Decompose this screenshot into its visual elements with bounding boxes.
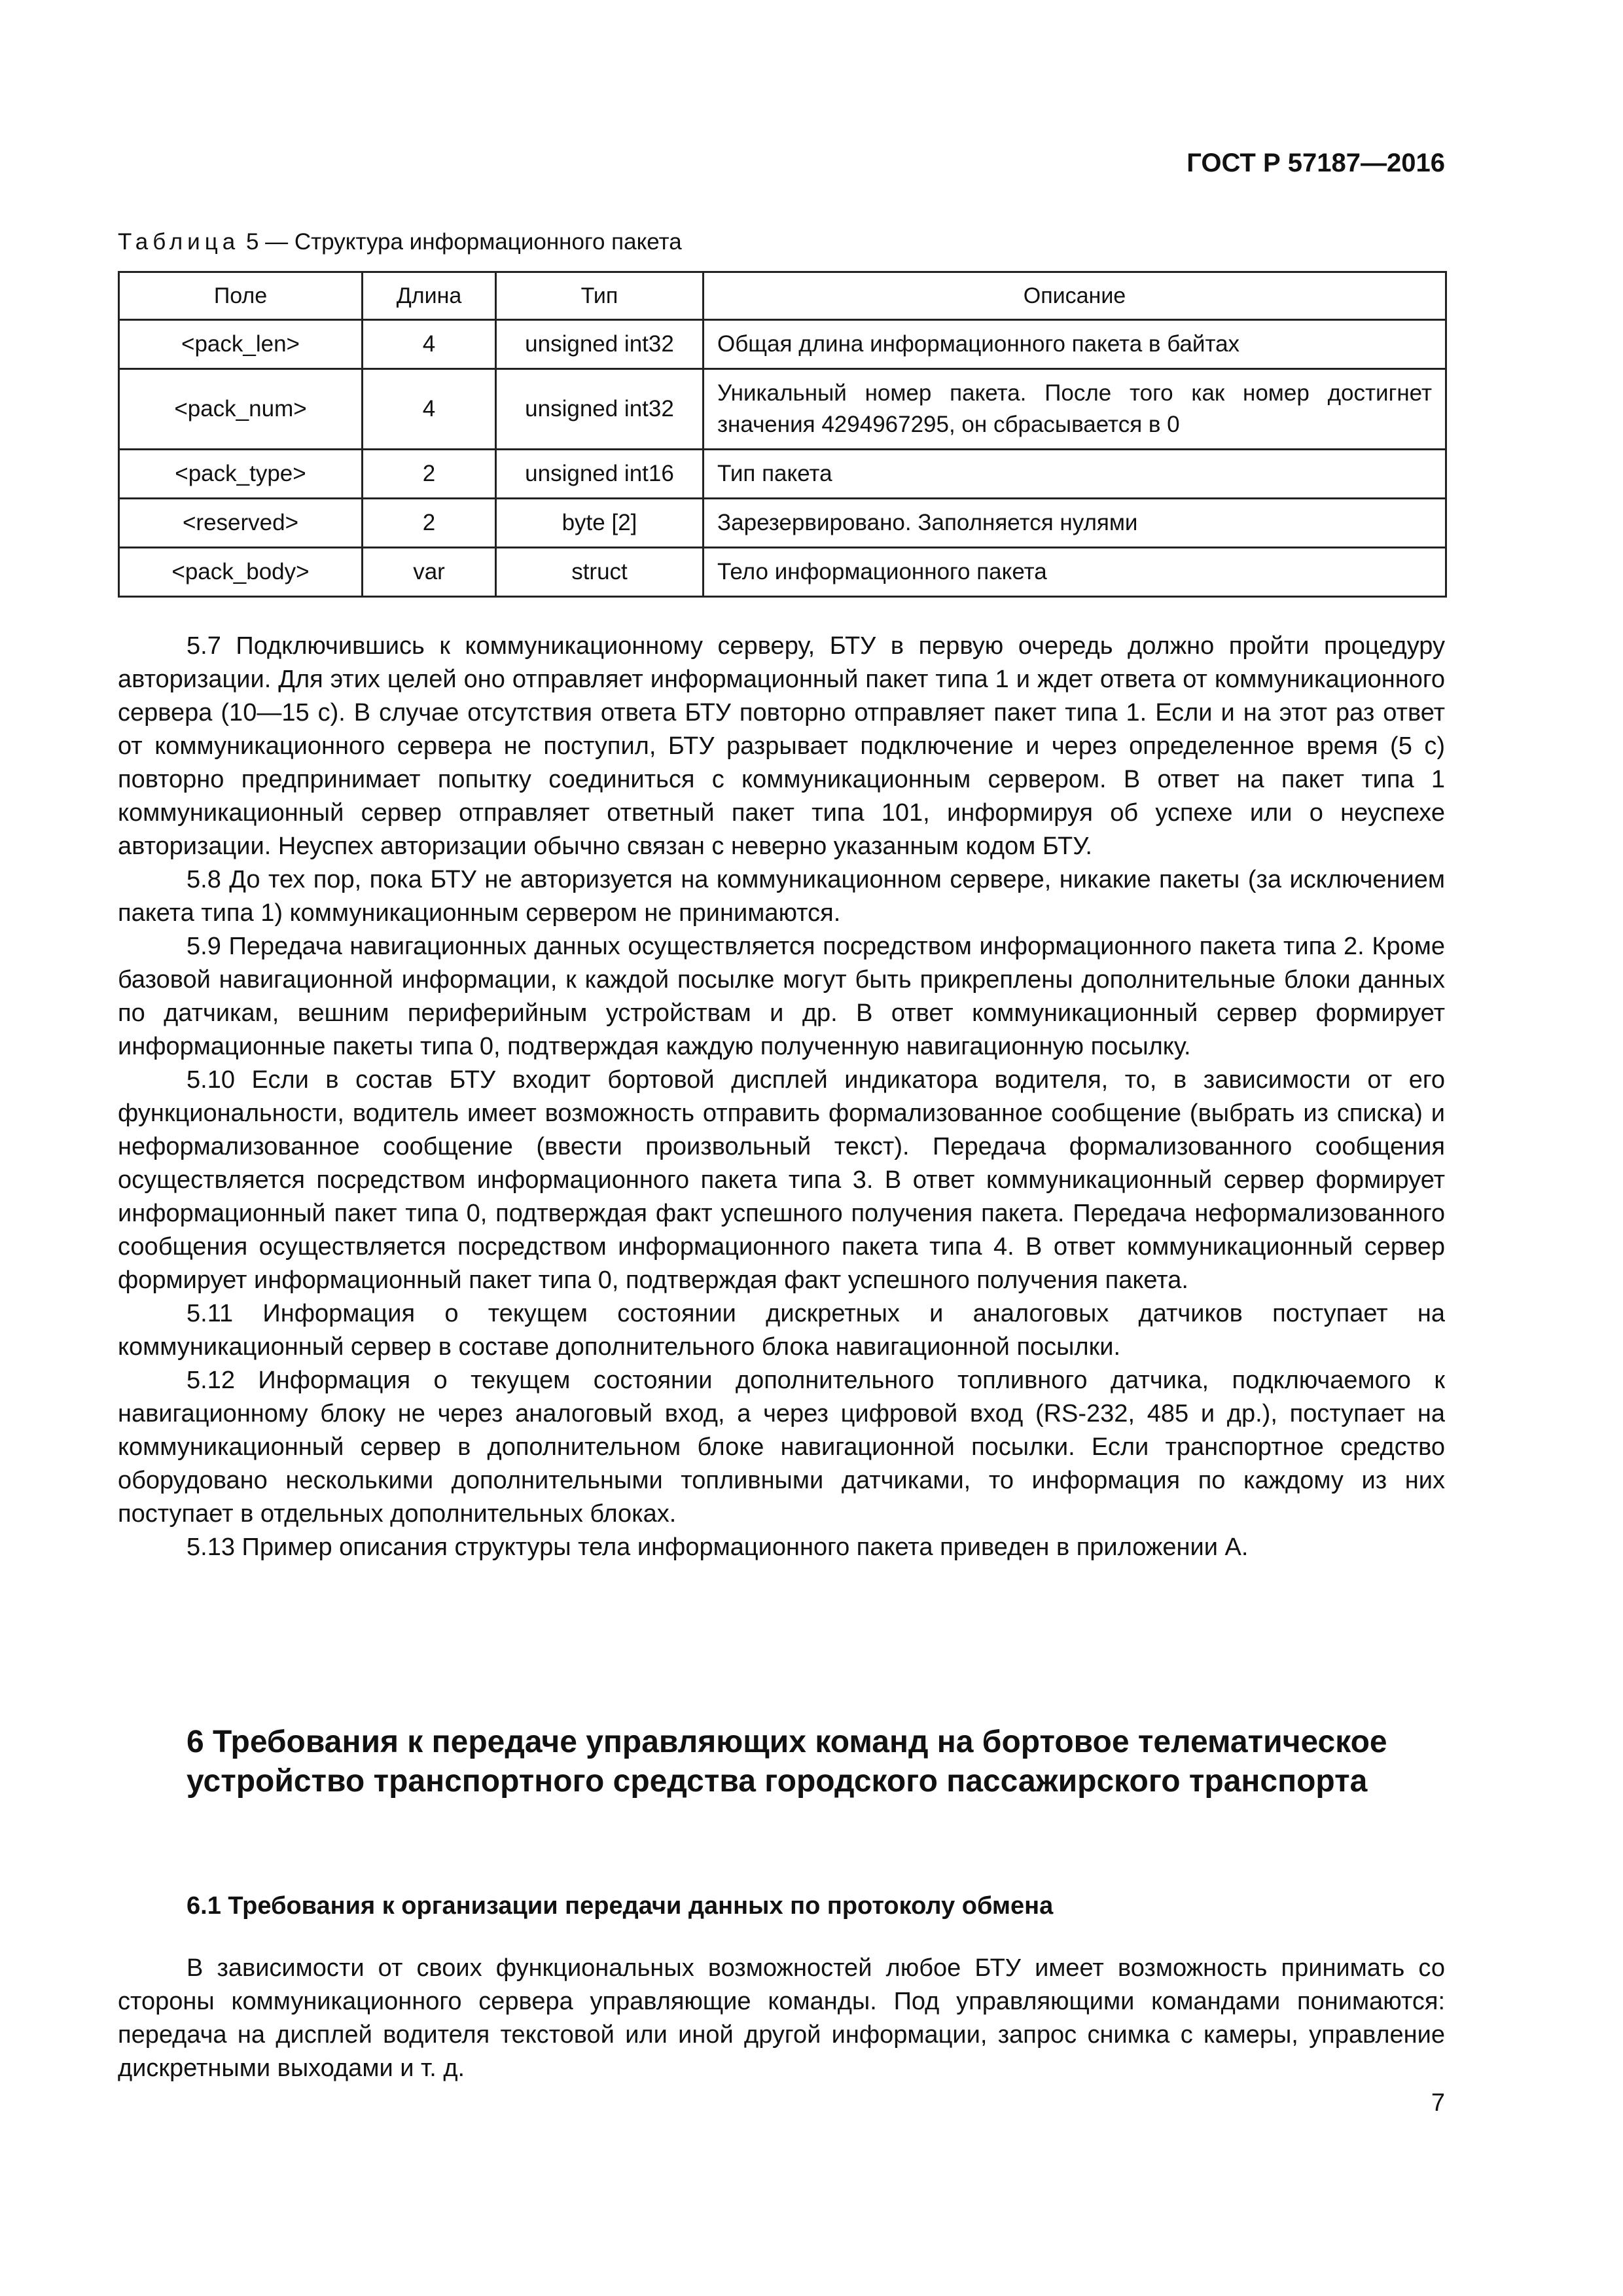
subsection-6-1-heading: 6.1 Требования к организации передачи данных по протоколу обмена bbox=[187, 1892, 1054, 1920]
cell-description: Зарезервировано. Заполняется нулями bbox=[704, 499, 1446, 548]
table-row bbox=[119, 499, 1446, 548]
cell-field: <pack_num> bbox=[119, 369, 363, 450]
table-row bbox=[119, 548, 1446, 597]
table-caption-title: 5 — Структура информационного пакета bbox=[240, 229, 682, 255]
paragraph-5-11: 5.11 Информация о текущем состоянии дискретных и аналоговых датчиков поступает на коммуникационный сервер в составе дополнительного блока навигационной посылки. bbox=[118, 1300, 1445, 1361]
column-header-length: Длина bbox=[363, 272, 496, 320]
column-header-type: Тип bbox=[496, 272, 704, 320]
paragraph-5-13: 5.13 Пример описания структуры тела информационного пакета приведен в приложении А. bbox=[187, 1534, 1249, 1561]
paragraph-5-10: 5.10 Если в состав БТУ входит бортовой дисплей индикатора водителя, то, в зависимости от его функциональности, водитель имеет возможность отправить формализованное сообщение (выбрать из списка) и неформализованное сообщение (ввести произвольный текст). Передача формализованного сообщения осуществляется посредством информационного пакета типа 3. В ответ коммуникационный сервер формирует информационный пакет типа 0, подтверждая факт успешного получения пакета. Передача неформализованного сообщения осуществляется посредством информационного пакета типа 4. В ответ коммуникационный сервер формирует информационный пакет типа 0, подтверждая факт успешного получения пакета. bbox=[118, 1066, 1445, 1294]
cell-field: <pack_body> bbox=[119, 548, 363, 597]
cell-field: <pack_type> bbox=[119, 450, 363, 499]
paragraph-6-1: В зависимости от своих функциональных возможностей любое БТУ имеет возможность принимать со стороны коммуникационного сервера управляющие команды. Под управляющими командами понимаются: передача на дисплей водителя текстовой или иной другой информации, запрос снимка с камеры, управление дискретными выходами и т. д. bbox=[118, 1954, 1445, 2082]
table-row bbox=[119, 369, 1446, 450]
column-header-description: Описание bbox=[704, 272, 1446, 320]
cell-type: unsigned int16 bbox=[496, 450, 704, 499]
cell-field: <pack_len> bbox=[119, 320, 363, 369]
paragraph-5-7: 5.7 Подключившись к коммуникационному серверу, БТУ в первую очередь должно пройти процедуру авторизации. Для этих целей оно отправляет информационный пакет типа 1 и ждет ответа от коммуникационного сервера (10—15 с). В случае отсутствия ответа БТУ повторно отправляет пакет типа 1. Если и на этот раз ответ от коммуникационного сервера не поступил, БТУ разрывает подключение и через определенное время (5 с) повторно предпринимает попытку соединиться с коммуникационным сервером. В ответ на пакет типа 1 коммуникационный сервер отправляет ответный пакет типа 101, информируя об успехе или о неуспехе авторизации. Неуспех авторизации обычно связан с неверно указанным кодом БТУ. bbox=[118, 632, 1445, 860]
section-5-body bbox=[118, 630, 1445, 1564]
cell-description: Тип пакета bbox=[704, 450, 1446, 499]
packet-structure-table bbox=[118, 271, 1447, 598]
cell-length: 2 bbox=[363, 450, 496, 499]
table-caption-prefix: Таблица bbox=[118, 229, 240, 255]
paragraph-5-8: 5.8 До тех пор, пока БТУ не авторизуется на коммуникационном сервере, никакие пакеты (за исключением пакета типа 1) коммуникационным сервером не принимаются. bbox=[118, 866, 1445, 927]
cell-type: unsigned int32 bbox=[496, 320, 704, 369]
document-number: ГОСТ Р 57187—2016 bbox=[1186, 149, 1445, 177]
page-number: 7 bbox=[1431, 2089, 1445, 2117]
cell-type: byte [2] bbox=[496, 499, 704, 548]
cell-type: struct bbox=[496, 548, 704, 597]
cell-field: <reserved> bbox=[119, 499, 363, 548]
column-header-field: Поле bbox=[119, 272, 363, 320]
cell-length: var bbox=[363, 548, 496, 597]
paragraph-5-12: 5.12 Информация о текущем состоянии дополнительного топливного датчика, подключаемого к навигационному блоку не через аналоговый вход, а через цифровой вход (RS-232, 485 и др.), поступает на коммуникационный сервер в дополнительном блоке навигационной посылки. Если транспортное средство оборудовано несколькими дополнительными топливными датчиками, то информация по каждому из них поступает в отдельных дополнительных блоках. bbox=[118, 1367, 1445, 1528]
paragraph-5-9: 5.9 Передача навигационных данных осуществляется посредством информационного пакета типа 2. Кроме базовой навигационной информации, к каждой посылке могут быть прикреплены дополнительные блоки данных по датчикам, вешним периферийным устройствам и др. В ответ коммуникационный сервер формирует информационные пакеты типа 0, подтверждая каждую полученную навигационную посылку. bbox=[118, 933, 1445, 1060]
cell-length: 4 bbox=[363, 320, 496, 369]
cell-description: Уникальный номер пакета. После того как номер достигнет значения 4294967295, он сбрасывается в 0 bbox=[704, 369, 1446, 450]
cell-type: unsigned int32 bbox=[496, 369, 704, 450]
section-6-heading: 6 Требования к передаче управляющих команд на бортовое телематическое устройство транспортного средства городского пассажирского транспорта bbox=[187, 1725, 1387, 1799]
table-caption bbox=[118, 229, 682, 255]
table-row bbox=[119, 450, 1446, 499]
cell-length: 2 bbox=[363, 499, 496, 548]
table-row bbox=[119, 320, 1446, 369]
cell-description: Тело информационного пакета bbox=[704, 548, 1446, 597]
table-header-row bbox=[119, 272, 1446, 320]
cell-description: Общая длина информационного пакета в байтах bbox=[704, 320, 1446, 369]
cell-length: 4 bbox=[363, 369, 496, 450]
